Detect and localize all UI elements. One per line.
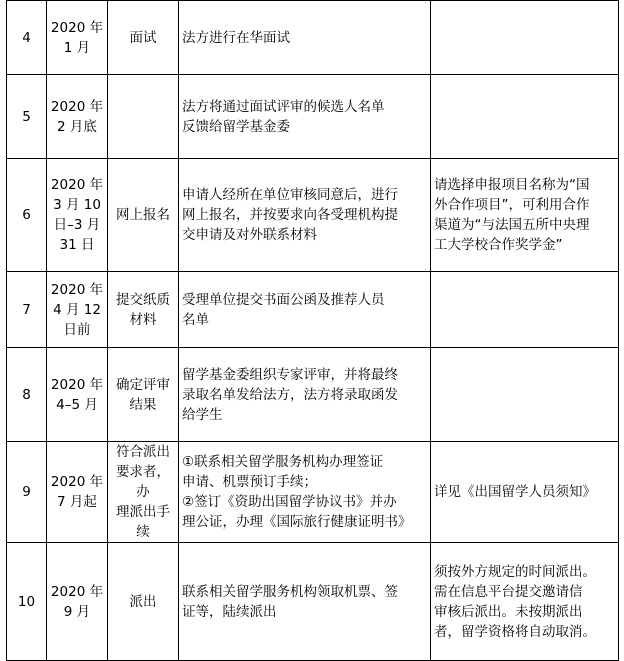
note-cell <box>431 272 619 348</box>
stage-text: 符合派出 要求者，办 理派出手 续 <box>116 444 170 540</box>
time-cell <box>47 442 108 543</box>
time-cell <box>47 75 108 159</box>
stage-cell <box>108 348 179 442</box>
content-cell <box>179 442 431 543</box>
table-row <box>7 543 619 661</box>
time-text: 2020 年 3 月 10 日–3 月 31 日 <box>50 177 104 253</box>
note-text: 须按外方规定的时间派出。 需在信息平台提交邀请信 审核后派出。未按期派出 者，留学资格将自动取消。 <box>434 563 596 640</box>
stage-cell <box>108 272 179 348</box>
row-number: 5 <box>22 108 31 125</box>
row-number-cell <box>7 348 47 442</box>
content-text: 法方将通过面试评审的候选人名单 反馈给留学基金委 <box>182 98 385 135</box>
row-number-cell <box>7 543 47 661</box>
note-cell <box>431 543 619 661</box>
content-cell <box>179 75 431 159</box>
note-cell <box>431 75 619 159</box>
row-number-cell <box>7 1 47 75</box>
time-cell <box>47 348 108 442</box>
row-number-cell <box>7 272 47 348</box>
table-row <box>7 348 619 442</box>
content-text: 法方进行在华面试 <box>182 29 290 46</box>
table-row <box>7 272 619 348</box>
content-cell <box>179 1 431 75</box>
content-text: ①联系相关留学服务机构办理签证 申请、机票预订手续； ②签订《资助出国留学协议书》并办 理公证，办理《国际旅行健康证明书》 <box>182 454 412 530</box>
time-cell <box>47 159 108 272</box>
content-text: 申请人经所在单位审核同意后，进行 网上报名，并按要求向各受理机构提 交申请及对外联系材料 <box>182 187 398 243</box>
time-cell <box>47 272 108 348</box>
row-number: 10 <box>17 593 36 610</box>
stage-cell <box>108 159 179 272</box>
content-cell <box>179 348 431 442</box>
table-row <box>7 442 619 543</box>
stage-text: 面试 <box>129 29 157 46</box>
stage-cell <box>108 543 179 661</box>
row-number: 7 <box>22 301 31 318</box>
note-cell <box>431 1 619 75</box>
row-number: 4 <box>22 29 31 46</box>
stage-cell <box>108 442 179 543</box>
note-text: 详见《出国留学人员须知》 <box>434 484 596 500</box>
schedule-table <box>6 0 619 661</box>
note-cell <box>431 159 619 272</box>
row-number: 8 <box>22 386 31 403</box>
content-cell <box>179 543 431 661</box>
note-cell <box>431 442 619 543</box>
row-number-cell <box>7 75 47 159</box>
stage-text: 确定评审 结果 <box>116 376 170 413</box>
note-text: 请选择申报项目名称为“国 外合作项目”，可利用合作 渠道为“与法国五所中央理 工大学校合作奖学金” <box>434 177 590 253</box>
table-row <box>7 1 619 75</box>
time-text: 2020 年 1 月 <box>50 19 104 56</box>
content-text: 留学基金委组织专家评审，并将最终 录取名单发给法方，法方将录取函发 给学生 <box>182 366 398 423</box>
time-text: 2020 年 7 月起 <box>50 474 104 510</box>
table-row <box>7 159 619 272</box>
stage-cell <box>108 1 179 75</box>
time-text: 2020 年 9 月 <box>50 583 104 620</box>
row-number: 6 <box>22 207 31 223</box>
time-cell <box>47 1 108 75</box>
stage-text: 派出 <box>129 593 157 610</box>
row-number: 9 <box>22 484 31 500</box>
time-cell <box>47 543 108 661</box>
note-cell <box>431 348 619 442</box>
stage-cell <box>108 75 179 159</box>
stage-text: 网上报名 <box>116 207 170 223</box>
stage-text: 提交纸质 材料 <box>116 291 170 328</box>
content-text: 联系相关留学服务机构领取机票、签 证等，陆续派出 <box>182 583 398 620</box>
time-text: 2020 年 4 月 12 日前 <box>50 281 104 338</box>
table-row <box>7 75 619 159</box>
row-number-cell <box>7 159 47 272</box>
content-text: 受理单位提交书面公函及推荐人员 名单 <box>182 291 385 328</box>
row-number-cell <box>7 442 47 543</box>
content-cell <box>179 272 431 348</box>
time-text: 2020 年 4–5 月 <box>50 376 104 413</box>
content-cell <box>179 159 431 272</box>
time-text: 2020 年 2 月底 <box>50 98 104 135</box>
